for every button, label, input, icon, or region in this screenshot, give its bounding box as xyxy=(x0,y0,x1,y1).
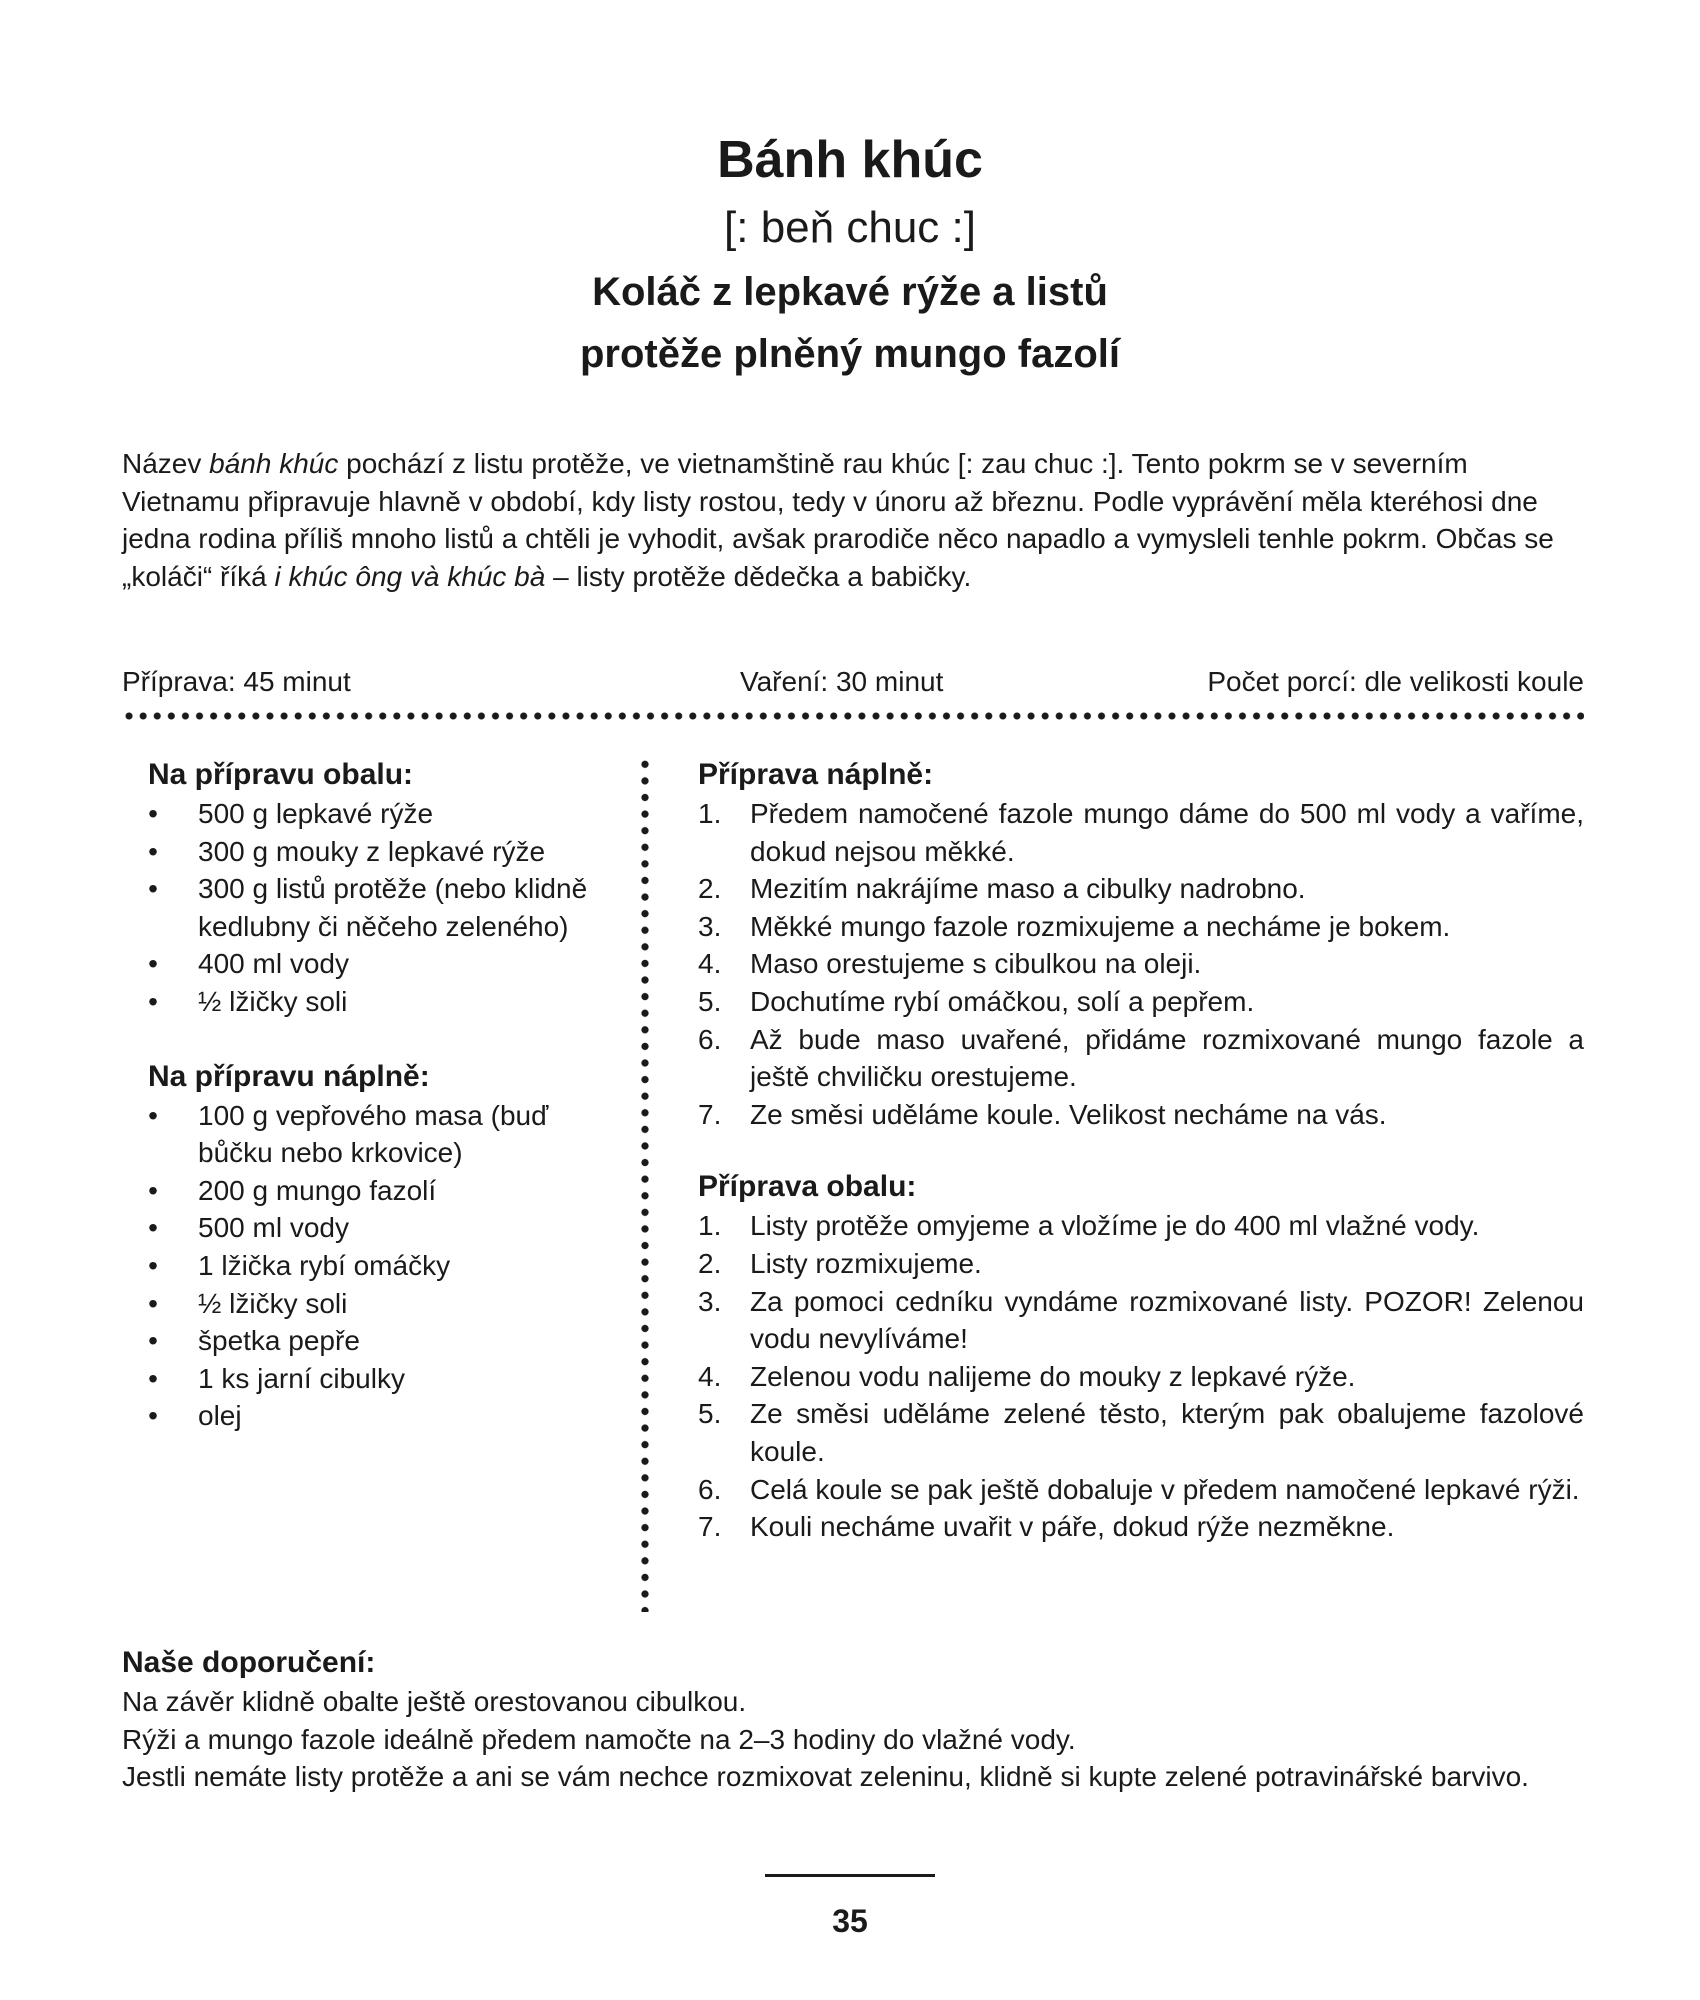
ingredient-item xyxy=(148,1322,618,1360)
wrap-steps-list xyxy=(698,1207,1584,1545)
intro-italic-phrase: i khúc ông và khúc bà xyxy=(274,560,546,592)
bullet-icon: • xyxy=(148,948,158,980)
intro-italic-name: bánh khúc xyxy=(209,448,339,479)
wrap-steps-heading: Příprava obalu: xyxy=(698,1170,917,1204)
step-text: Za pomoci cedníku vyndáme rozmixované listy. POZOR! Zelenou vodu nevylíváme! xyxy=(750,1285,1584,1355)
filling-ingredients-heading: Na přípravu náplně: xyxy=(148,1059,430,1093)
wrap-ingredients-heading: Na přípravu obalu: xyxy=(148,758,414,791)
ingredient-item xyxy=(148,1397,618,1435)
bullet-icon: • xyxy=(148,798,158,829)
step-text: Měkké mungo fazole rozmixujeme a necháme je bokem. xyxy=(750,910,1451,942)
recipe-title: Bánh khúc xyxy=(717,131,983,189)
ingredient-item xyxy=(148,870,618,945)
bullet-icon: • xyxy=(148,1212,158,1244)
ingredient-item xyxy=(148,1097,618,1172)
step-item xyxy=(698,870,1584,908)
step-number: 3. xyxy=(698,1285,722,1317)
step-number: 2. xyxy=(698,873,722,905)
ingredient-text: 1 ks jarní cibulky xyxy=(198,1362,405,1394)
step-text: Ze směsi uděláme zelené těsto, kterým pak obalujeme fazolové koule. xyxy=(750,1398,1584,1467)
step-number: 3. xyxy=(698,910,722,942)
bullet-icon: • xyxy=(148,1400,158,1432)
steps-column xyxy=(698,755,1584,1546)
pronunciation: [: beň chuc :] xyxy=(724,203,976,252)
servings: Počet porcí: dle velikosti koule xyxy=(1207,666,1584,697)
dotted-divider-vertical xyxy=(639,756,651,1612)
ingredients-column xyxy=(148,755,618,1435)
step-item xyxy=(698,1471,1584,1509)
step-item xyxy=(698,908,1584,946)
subtitle-line-2: protěže plněný mungo fazolí xyxy=(579,332,1121,376)
step-text: Mezitím nakrájíme maso a cibulky nadrobno. xyxy=(750,873,1306,905)
step-text: Až bude maso uvařené, přidáme rozmixované mungo fazole a ještě chviličku orestujeme. xyxy=(750,1023,1584,1093)
step-text: Maso orestujeme s cibulkou na oleji. xyxy=(750,948,1202,980)
recommendation-line: Na závěr klidně obalte ještě orestovanou cibulkou. xyxy=(122,1686,747,1717)
step-number: 5. xyxy=(698,985,722,1017)
bullet-icon: • xyxy=(148,1249,158,1281)
step-number: 6. xyxy=(698,1473,722,1505)
step-text: Listy rozmixujeme. xyxy=(750,1247,982,1279)
ingredient-item xyxy=(148,945,618,983)
step-item xyxy=(698,1096,1584,1134)
ingredient-text: 200 g mungo fazolí xyxy=(198,1174,437,1206)
ingredient-item xyxy=(148,1360,618,1398)
step-text: Ze směsi uděláme koule. Velikost necháme na vás. xyxy=(750,1098,1387,1130)
step-number: 6. xyxy=(698,1023,722,1055)
intro-text: Název xyxy=(122,448,210,479)
step-item xyxy=(698,1358,1584,1396)
cook-time: Vaření: 30 minut xyxy=(740,666,944,697)
step-item xyxy=(698,983,1584,1021)
step-number: 4. xyxy=(698,948,722,980)
ingredient-text: 400 ml vody xyxy=(198,948,349,980)
step-item xyxy=(698,1207,1584,1245)
bullet-icon: • xyxy=(148,1362,158,1394)
bullet-icon: • xyxy=(148,873,158,905)
ingredient-text: olej xyxy=(198,1400,242,1432)
step-text: Listy protěže omyjeme a vložíme je do 400 ml vlažné vody. xyxy=(750,1210,1480,1242)
subtitle-line-1: Koláč z lepkavé rýže a listů xyxy=(592,270,1108,314)
step-item xyxy=(698,1508,1584,1546)
step-text: Předem namočené fazole mungo dáme do 500 ml vody a vaříme, dokud nejsou měkké. xyxy=(750,798,1584,867)
ingredient-item xyxy=(148,833,618,871)
ingredient-item xyxy=(148,983,618,1021)
intro-text: – listy protěže dědečka a babičky. xyxy=(545,560,972,592)
ingredient-text: ½ lžičky soli xyxy=(198,985,348,1017)
intro-paragraph xyxy=(122,445,1584,595)
step-item xyxy=(698,1283,1584,1358)
step-text: Kouli necháme uvařit v páře, dokud rýže nezměkne. xyxy=(750,1511,1395,1543)
step-number: 1. xyxy=(698,1210,722,1242)
ingredient-text: ½ lžičky soli xyxy=(198,1287,348,1319)
ingredient-text: 300 g listů protěže (nebo klidně kedlubny či něčeho zeleného) xyxy=(198,873,588,942)
step-text: Celá koule se pak ještě dobaluje v předem namočené lepkavé rýži. xyxy=(750,1473,1580,1505)
ingredient-item xyxy=(148,1209,618,1247)
ingredient-text: 500 ml vody xyxy=(198,1212,349,1244)
recommendations xyxy=(122,1643,1584,1796)
step-item xyxy=(698,1021,1584,1096)
step-item xyxy=(698,945,1584,983)
step-number: 7. xyxy=(698,1098,722,1130)
step-item xyxy=(698,1395,1584,1470)
bullet-icon: • xyxy=(148,835,158,867)
step-number: 4. xyxy=(698,1360,722,1392)
ingredient-item xyxy=(148,1247,618,1285)
bullet-icon: • xyxy=(148,1287,158,1319)
bullet-icon: • xyxy=(148,1174,158,1206)
bullet-icon: • xyxy=(148,1099,158,1131)
page-number: 35 xyxy=(832,1903,868,1939)
step-number: 5. xyxy=(698,1398,722,1430)
ingredient-text: 300 g mouky z lepkavé rýže xyxy=(198,835,546,867)
step-item xyxy=(698,795,1584,870)
recommendation-line: Rýži a mungo fazole ideálně předem namočte na 2–3 hodiny do vlažné vody. xyxy=(122,1723,1076,1755)
bullet-icon: • xyxy=(148,985,158,1017)
ingredient-text: 1 lžička rybí omáčky xyxy=(198,1249,451,1281)
step-item xyxy=(698,1245,1584,1283)
ingredient-text: špetka pepře xyxy=(198,1325,360,1357)
bullet-icon: • xyxy=(148,1325,158,1357)
ingredient-item xyxy=(148,1285,618,1323)
step-number: 7. xyxy=(698,1511,722,1543)
intro-text: pochází z listu protěže, ve vietnamštině rau khúc [: zau chuc :]. Tento pokrm se v severním Vietnamu připravuje hlavně v období, kdy listy rostou, tedy v únoru až březnu. Podle vyprávění měla kteréhosi dne jedna rodina příliš mnoho listů a chtěli je vyhodit, avšak prarodiče něco napadlo a vymysleli tenhle pokrm. Občas se „koláči“ říká xyxy=(122,448,1554,592)
ingredient-item xyxy=(148,795,618,833)
recommendation-line: Jestli nemáte listy protěže a ani se vám nechce rozmixovat zeleninu, klidně si kupte zelené potravinářské barvivo. xyxy=(122,1761,1529,1792)
step-number: 2. xyxy=(698,1247,722,1279)
ingredient-text: 100 g vepřového masa (buď bůčku nebo krkovice) xyxy=(198,1099,549,1169)
step-text: Zelenou vodu nalijeme do mouky z lepkavé rýže. xyxy=(750,1360,1356,1392)
ingredient-text: 500 g lepkavé rýže xyxy=(198,798,434,829)
filling-steps-heading: Příprava náplně: xyxy=(698,758,934,791)
filling-steps-list xyxy=(698,795,1584,1133)
prep-time: Příprava: 45 minut xyxy=(122,666,351,697)
step-text: Dochutíme rybí omáčkou, solí a pepřem. xyxy=(750,985,1255,1017)
wrap-ingredients-list xyxy=(148,795,618,1021)
dotted-divider-horizontal xyxy=(122,711,1584,721)
filling-ingredients-list xyxy=(148,1097,618,1435)
ingredient-item xyxy=(148,1172,618,1210)
title-block xyxy=(0,125,1700,385)
step-number: 1. xyxy=(698,798,722,829)
footer-rule xyxy=(765,1874,935,1877)
recommendations-heading: Naše doporučení: xyxy=(122,1646,376,1679)
